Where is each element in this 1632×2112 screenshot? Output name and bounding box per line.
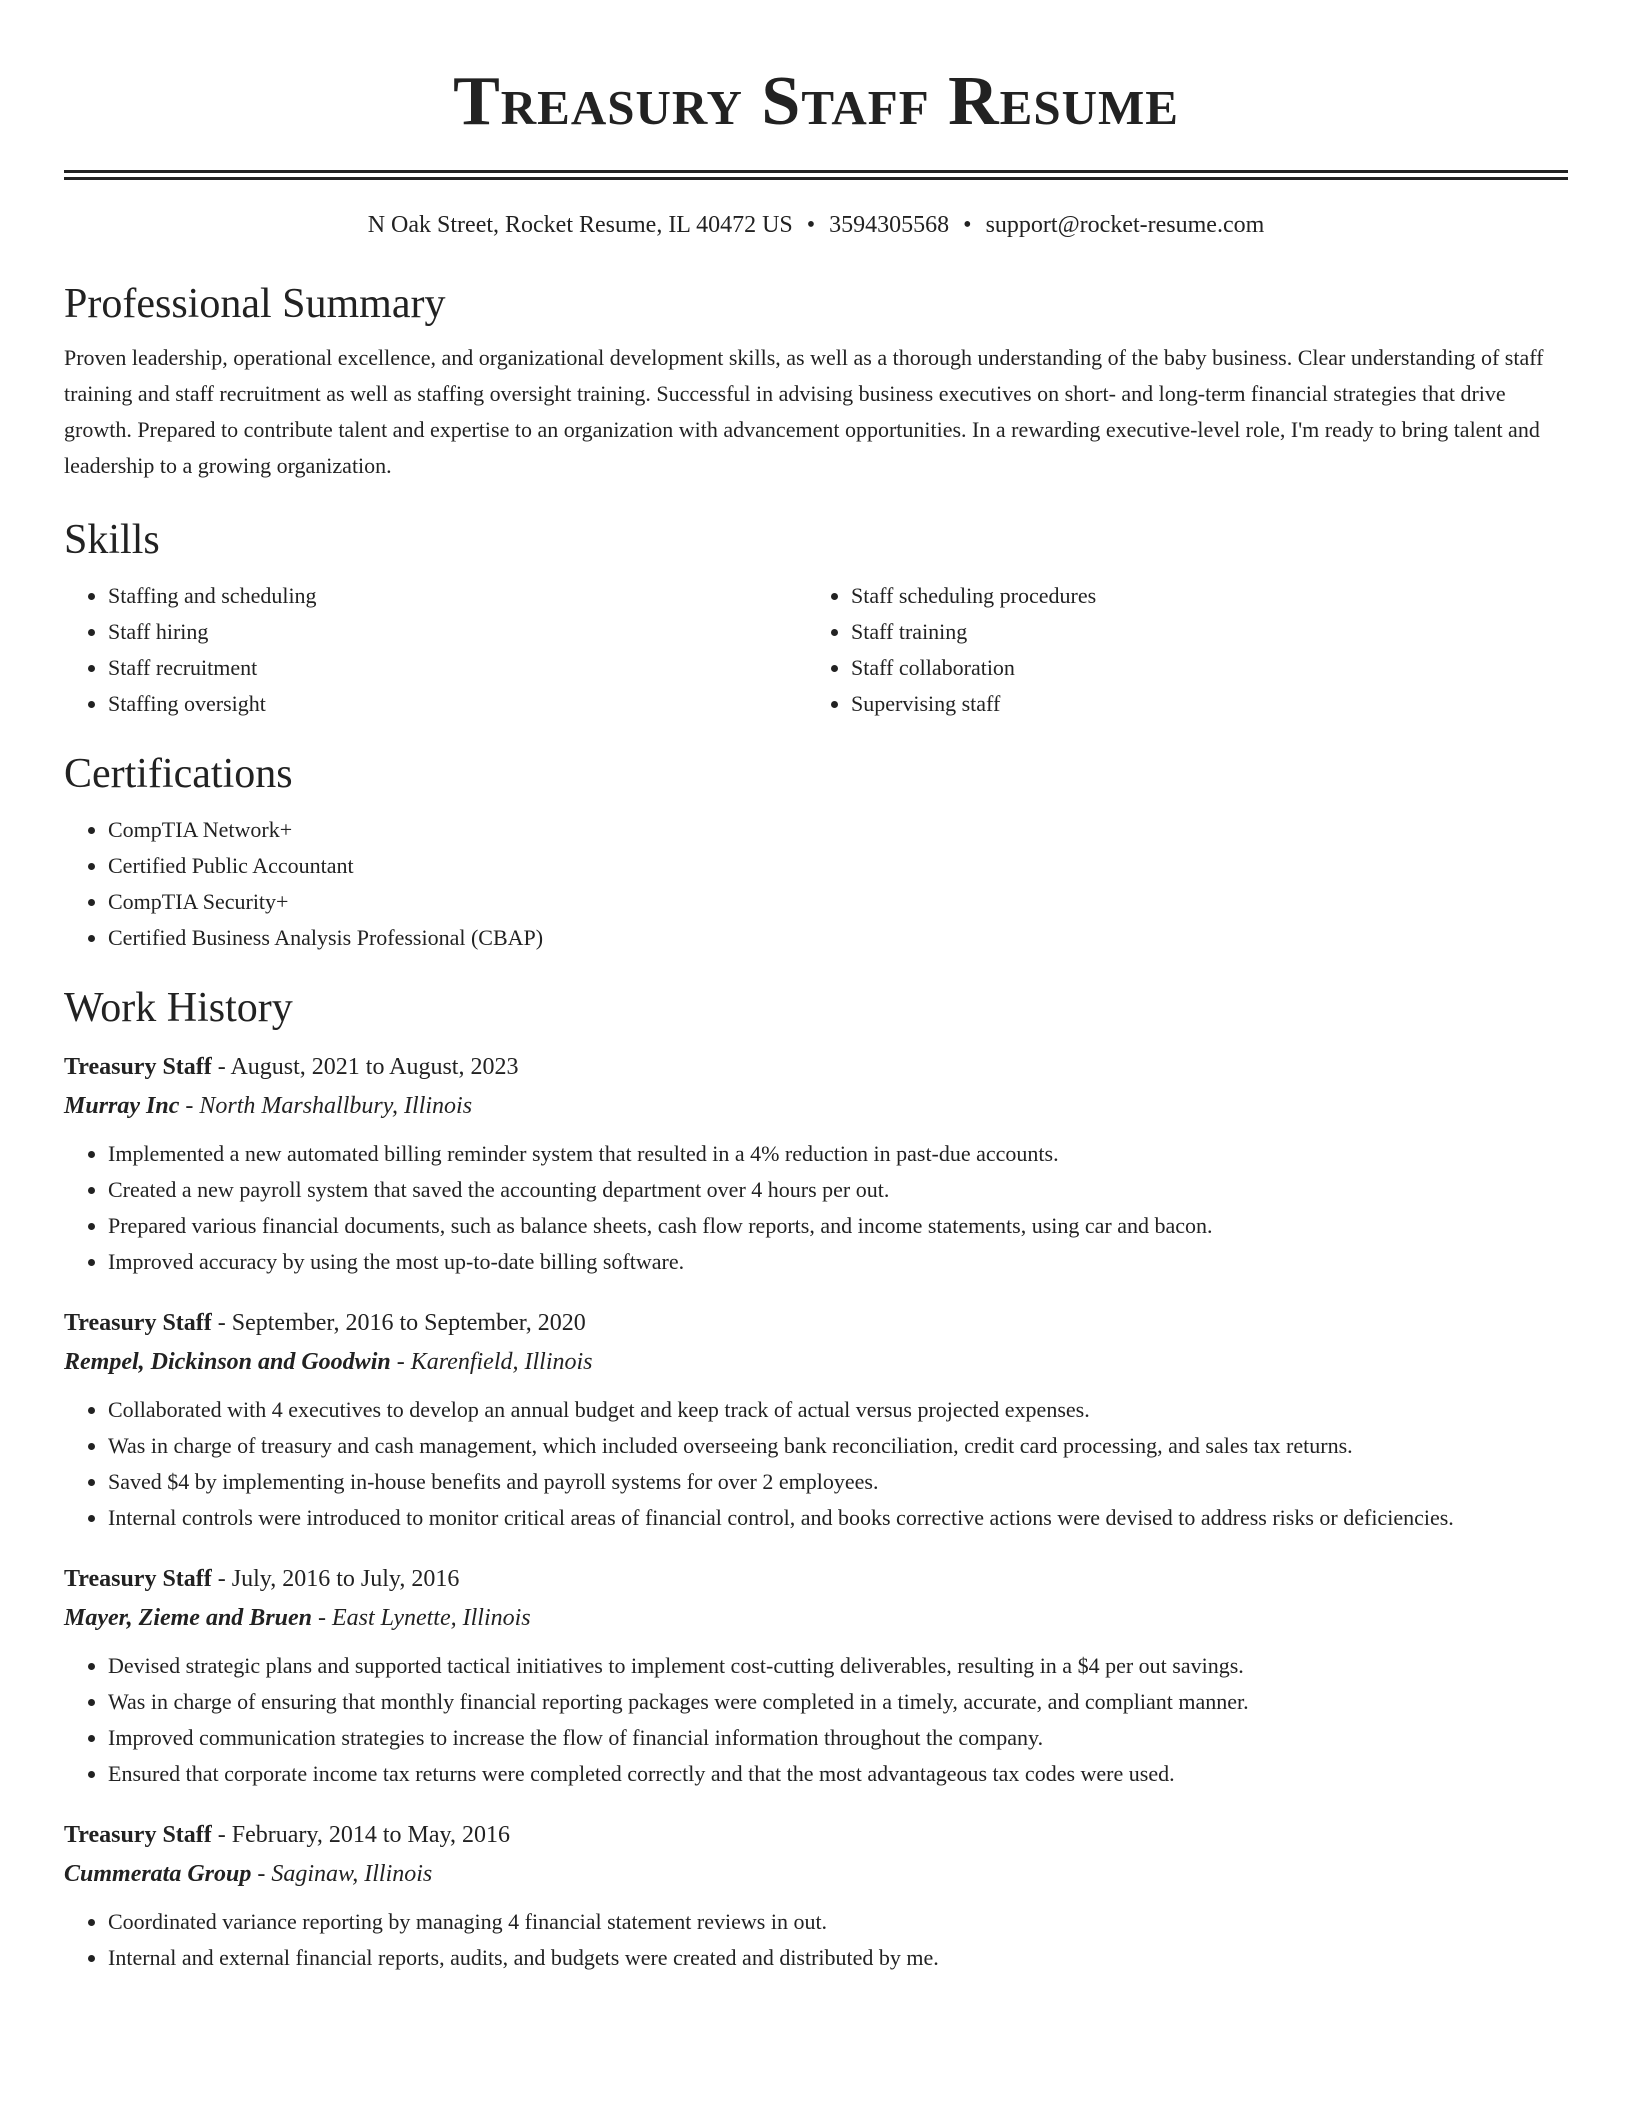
job-bullet: • Ensured that corporate income tax returns were completed correctly and that the most advantageous tax codes were used.: [108, 1756, 1568, 1792]
job-bullet: • Devised strategic plans and supported tactical initiatives to implement cost-cutting deliverables, resulting in a $4 per out savings.: [108, 1648, 1568, 1684]
job-company-line: Murray Inc - North Marshallbury, Illinois: [64, 1093, 473, 1119]
job-location: North Marshallbury, Illinois: [199, 1093, 473, 1119]
job-dates: July, 2016 to July, 2016: [231, 1566, 460, 1592]
job-location: Saginaw, Illinois: [271, 1861, 433, 1887]
skill-item: • Supervising staff: [851, 686, 1568, 722]
certifications-list: [64, 812, 1568, 956]
job-bullets: [64, 1136, 1568, 1280]
skill-item: • Staffing and scheduling: [108, 578, 807, 614]
job-company: Cummerata Group: [64, 1861, 252, 1887]
summary-text: Proven leadership, operational excellence, and organizational development skills, as well as a thorough understanding of the baby business. Clear understanding of staff training and staff recruitment as well as staffing oversight training. Successful in advising business executives on short- and long-term financial strategies that drive growth. Prepared to contribute talent and expertise to an organization with advancement opportunities. In a rewarding executive-level role, I'm ready to bring talent and leadership to a growing organization.: [64, 345, 1544, 478]
job-title: Treasury Staff: [64, 1054, 212, 1080]
job-bullet: • Collaborated with 4 executives to develop an annual budget and keep track of actual versus projected expenses.: [108, 1392, 1568, 1428]
job-company: Murray Inc: [64, 1093, 180, 1119]
certification-item: • Certified Public Accountant: [108, 848, 1568, 884]
job-title: Treasury Staff: [64, 1310, 212, 1336]
job-entry: [64, 1560, 1568, 1792]
job-company-line: Cummerata Group - Saginaw, Illinois: [64, 1861, 433, 1887]
job-bullet: • Internal controls were introduced to monitor critical areas of financial control, and books corrective actions were devised to address risks or deficiencies.: [108, 1500, 1568, 1536]
job-title-line: Treasury Staff - July, 2016 to July, 2016: [64, 1566, 460, 1592]
contact-separator: •: [963, 212, 972, 238]
job-entry: [64, 1048, 1568, 1280]
job-bullet: • Internal and external financial reports, audits, and budgets were created and distributed by me.: [108, 1940, 1568, 1976]
skills-grid: [64, 578, 1568, 722]
certification-item: • CompTIA Network+: [108, 812, 1568, 848]
job-bullet: • Improved accuracy by using the most up-to-date billing software.: [108, 1244, 1568, 1280]
job-company-line: Mayer, Zieme and Bruen - East Lynette, Illinois: [64, 1605, 531, 1631]
certifications-heading: Certifications: [64, 751, 293, 797]
job-bullets: [64, 1392, 1568, 1536]
job-bullet: • Was in charge of ensuring that monthly financial reporting packages were completed in a timely, accurate, and compliant manner.: [108, 1684, 1568, 1720]
job-bullet: • Prepared various financial documents, such as balance sheets, cash flow reports, and income statements, using car and bacon.: [108, 1208, 1568, 1244]
job-title-line: Treasury Staff - February, 2014 to May, 2016: [64, 1822, 510, 1848]
job-bullet: • Improved communication strategies to increase the flow of financial information throughout the company.: [108, 1720, 1568, 1756]
job-dates: September, 2016 to September, 2020: [231, 1310, 586, 1336]
job-company: Mayer, Zieme and Bruen: [64, 1605, 313, 1631]
job-location: East Lynette, Illinois: [332, 1605, 531, 1631]
certification-item: • Certified Business Analysis Professional (CBAP): [108, 920, 1568, 956]
contact-email[interactable]: support@rocket-resume.com: [985, 212, 1265, 238]
job-bullet: • Saved $4 by implementing in-house benefits and payroll systems for over 2 employees.: [108, 1464, 1568, 1500]
job-title: Treasury Staff: [64, 1822, 212, 1848]
skill-item: • Staffing oversight: [108, 686, 807, 722]
job-entry: [64, 1304, 1568, 1536]
job-bullets: [64, 1648, 1568, 1792]
summary-heading: Professional Summary: [64, 281, 446, 327]
skill-item: • Staff training: [851, 614, 1568, 650]
job-company-line: Rempel, Dickinson and Goodwin - Karenfield, Illinois: [64, 1349, 593, 1375]
job-company: Rempel, Dickinson and Goodwin: [64, 1349, 391, 1375]
job-dates: August, 2021 to August, 2023: [230, 1054, 519, 1080]
resume-title: Treasury Staff Resume: [453, 63, 1179, 140]
job-dates: February, 2014 to May, 2016: [231, 1822, 510, 1848]
job-bullets: [64, 1904, 1568, 1976]
contact-line: [64, 208, 1568, 242]
skills-list-right: [807, 578, 1568, 722]
skills-heading: Skills: [64, 517, 160, 563]
job-entry: [64, 1816, 1568, 1976]
skill-item: • Staff hiring: [108, 614, 807, 650]
contact-separator: •: [806, 212, 816, 238]
job-title: Treasury Staff: [64, 1566, 212, 1592]
job-location: Karenfield, Illinois: [410, 1349, 593, 1375]
title-divider: [64, 170, 1568, 180]
job-bullet: • Was in charge of treasury and cash management, which included overseeing bank reconciliation, credit card processing, and sales tax returns.: [108, 1428, 1568, 1464]
job-bullet: • Created a new payroll system that saved the accounting department over 4 hours per out.: [108, 1172, 1568, 1208]
job-title-line: Treasury Staff - August, 2021 to August, 2023: [64, 1054, 519, 1080]
certification-item: • CompTIA Security+: [108, 884, 1568, 920]
job-bullet: • Implemented a new automated billing reminder system that resulted in a 4% reduction in past-due accounts.: [108, 1136, 1568, 1172]
skills-list-left: [64, 578, 807, 722]
work-history-heading: Work History: [64, 985, 293, 1031]
job-title-line: Treasury Staff - September, 2016 to September, 2020: [64, 1310, 586, 1336]
skill-item: • Staff recruitment: [108, 650, 807, 686]
skill-item: • Staff scheduling procedures: [851, 578, 1568, 614]
skill-item: • Staff collaboration: [851, 650, 1568, 686]
contact-address: N Oak Street, Rocket Resume, IL 40472 US: [367, 212, 793, 238]
contact-phone[interactable]: 3594305568: [829, 212, 950, 238]
job-bullet: • Coordinated variance reporting by managing 4 financial statement reviews in out.: [108, 1904, 1568, 1940]
